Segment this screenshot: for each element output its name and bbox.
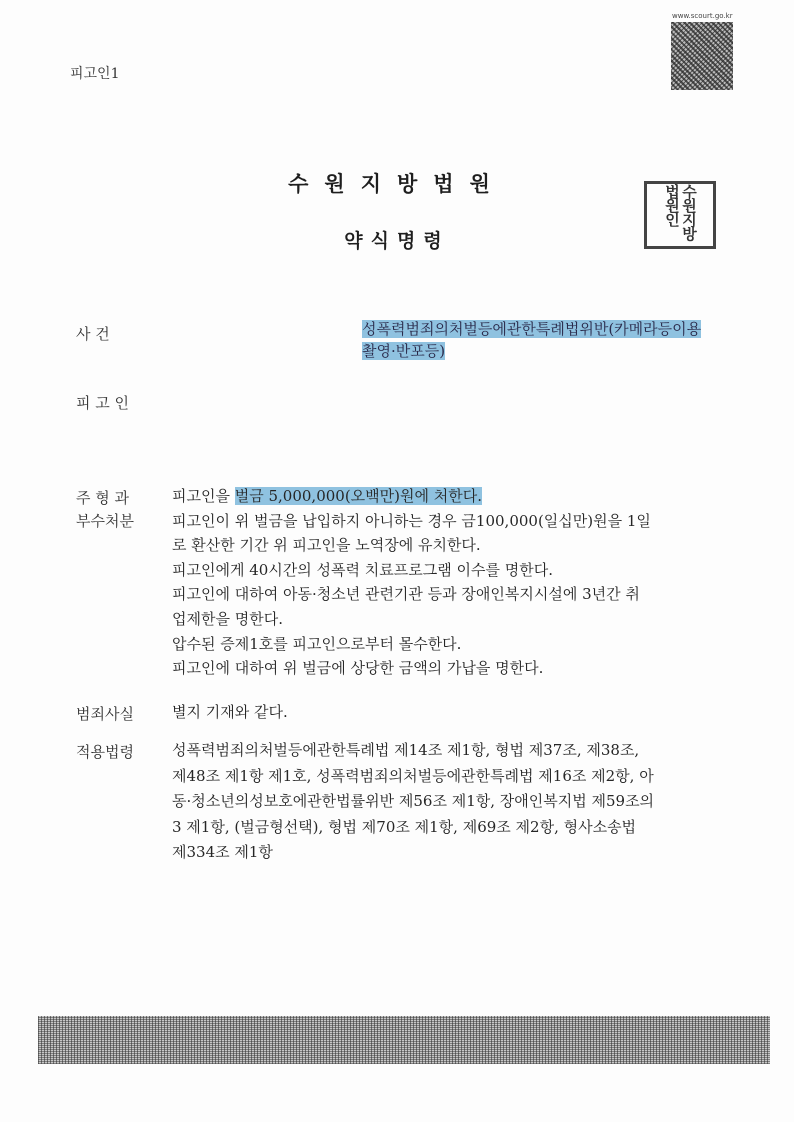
sentence-line: 피고인에 대하여 아동·청소년 관련기관 등과 장애인복지시설에 3년간 취 — [172, 585, 640, 604]
law-line: 성폭력범죄의처벌등에관한특례법 제14조 제1항, 형법 제37조, 제38조, — [172, 741, 640, 759]
sentence-line: 압수된 증제1호를 피고인으로부터 몰수한다. — [172, 634, 462, 653]
sentence-label-2: 부수처분 — [76, 512, 134, 530]
document-id: 피고인1 — [70, 66, 120, 82]
sentence-line: 업제한을 명한다. — [172, 609, 283, 628]
sentence-line: 피고인에 대하여 위 벌금에 상당한 금액의 가납을 명한다. — [172, 659, 544, 678]
sentence-fine: 벌금 5,000,000(오백만)원에 처한다. — [234, 487, 482, 505]
security-pattern-band — [38, 1016, 770, 1064]
case-name — [362, 318, 712, 362]
sentence-line-main — [172, 484, 720, 509]
sentence-line: 로 환산한 기간 위 피고인을 노역장에 유치한다. — [172, 536, 481, 555]
court-name: 수원지방법원 — [288, 171, 506, 196]
law-line: 동·청소년의성보호에관한법률위반 제56조 제1항, 장애인복지법 제59조의 — [172, 792, 655, 810]
facts-value: 별지 기재와 같다. — [172, 703, 288, 721]
document-title: 약식명령 — [344, 230, 450, 252]
defendant-label: 피 고 인 — [76, 394, 130, 412]
qr-code-icon — [671, 22, 733, 90]
sentence-line: 피고인에게 40시간의 성폭력 치료프로그램 이수를 명한다. — [172, 560, 553, 579]
laws-body — [172, 738, 720, 866]
case-name-text: 성폭력범죄의처벌등에관한특례법위반(카메라등이용촬영·반포등) — [362, 320, 702, 360]
sentence-prefix: 피고인을 — [172, 487, 235, 505]
facts-label: 범죄사실 — [76, 705, 134, 723]
sentence-body — [172, 484, 720, 681]
law-line: 제334조 제1항 — [172, 843, 273, 861]
laws-label: 적용법령 — [76, 743, 134, 761]
seal-text: 수원지방법원인 — [663, 184, 698, 240]
law-line: 제48조 제1항 제1호, 성폭력범죄의처벌등에관한특례법 제16조 제2항, 아 — [172, 766, 654, 785]
case-label: 사 건 — [76, 325, 110, 343]
sentence-line: 피고인이 위 벌금을 납입하지 아니하는 경우 금100,000(일십만)원을 1일 — [172, 511, 651, 530]
court-url: www.scourt.go.kr — [672, 12, 733, 20]
sentence-label-1: 주 형 과 — [76, 489, 130, 507]
law-line: 3 제1항, (벌금형선택), 형법 제70조 제1항, 제69조 제2항, 형사소송법 — [172, 817, 637, 836]
court-seal — [644, 181, 716, 249]
